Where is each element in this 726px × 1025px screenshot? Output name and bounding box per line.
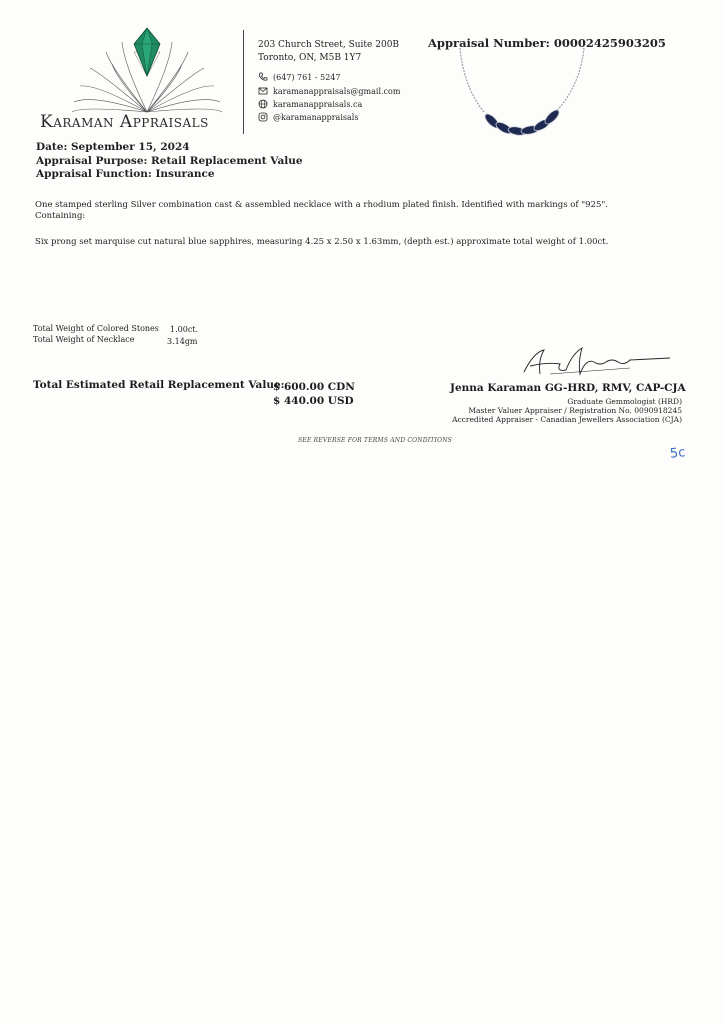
- address-line-2: Toronto, ON, M5B 1Y7: [258, 53, 362, 63]
- appraiser-credential-2: Master Valuer Appraiser / Registration No. 0090918245: [468, 406, 682, 415]
- containing-label: Containing:: [35, 211, 86, 221]
- contact-instagram: [258, 112, 358, 122]
- company-name: Karaman Appraisals: [40, 112, 209, 132]
- globe-icon: [258, 99, 268, 109]
- phone-icon: [258, 72, 268, 82]
- handwritten-mark: 5c: [669, 445, 687, 462]
- contact-phone: [258, 72, 340, 82]
- appraiser-name: Jenna Karaman GG-HRD, RMV, CAP-CJA: [450, 382, 686, 394]
- total-value-label: Total Estimated Retail Replacement Value:: [33, 379, 285, 391]
- company-logo: [72, 24, 222, 114]
- value-cdn: $ 600.00 CDN: [273, 381, 355, 393]
- colored-stones-weight-label: Total Weight of Colored Stones: [33, 324, 159, 333]
- address-line-1: 203 Church Street, Suite 200B: [258, 40, 400, 50]
- appraisal-number: Appraisal Number: 00002425903205: [428, 36, 666, 50]
- stone-description: Six prong set marquise cut natural blue sapphires, measuring 4.25 x 2.50 x 1.63mm, (depth est.) approximate total weight of 1.00ct.: [35, 237, 609, 247]
- necklace-weight-value: 3.14gm: [167, 337, 198, 346]
- appraiser-credential-3: Accredited Appraiser - Canadian Jewellers Association (CJA): [452, 415, 682, 424]
- appraisal-purpose: Appraisal Purpose: Retail Replacement Value: [36, 155, 303, 167]
- website-link[interactable]: karamanappraisals.ca: [273, 99, 363, 109]
- header-divider: [243, 30, 244, 134]
- item-description: One stamped sterling Silver combination cast & assembled necklace with a rhodium plated finish. Identified with markings of "925".: [35, 200, 608, 210]
- instagram-icon: [258, 112, 268, 122]
- appraiser-signature: [520, 344, 680, 380]
- appraisal-function: Appraisal Function: Insurance: [36, 168, 215, 180]
- instagram-handle[interactable]: @karamanappraisals: [273, 112, 359, 122]
- necklace-photo: [452, 48, 602, 148]
- appraiser-credential-1: Graduate Gemmologist (HRD): [567, 397, 682, 406]
- necklace-weight-label: Total Weight of Necklace: [33, 335, 135, 344]
- contact-website: [258, 99, 362, 109]
- contact-email: [258, 86, 400, 96]
- colored-stones-weight-value: 1.00ct.: [170, 325, 199, 334]
- value-usd: $ 440.00 USD: [273, 395, 354, 407]
- phone-number[interactable]: (647) 761 - 5247: [273, 72, 341, 82]
- terms-note: SEE REVERSE FOR TERMS AND CONDITIONS: [298, 437, 452, 444]
- appraisal-date: Date: September 15, 2024: [36, 141, 190, 153]
- email-address[interactable]: karamanappraisals@gmail.com: [273, 86, 401, 96]
- mail-icon: [258, 86, 268, 96]
